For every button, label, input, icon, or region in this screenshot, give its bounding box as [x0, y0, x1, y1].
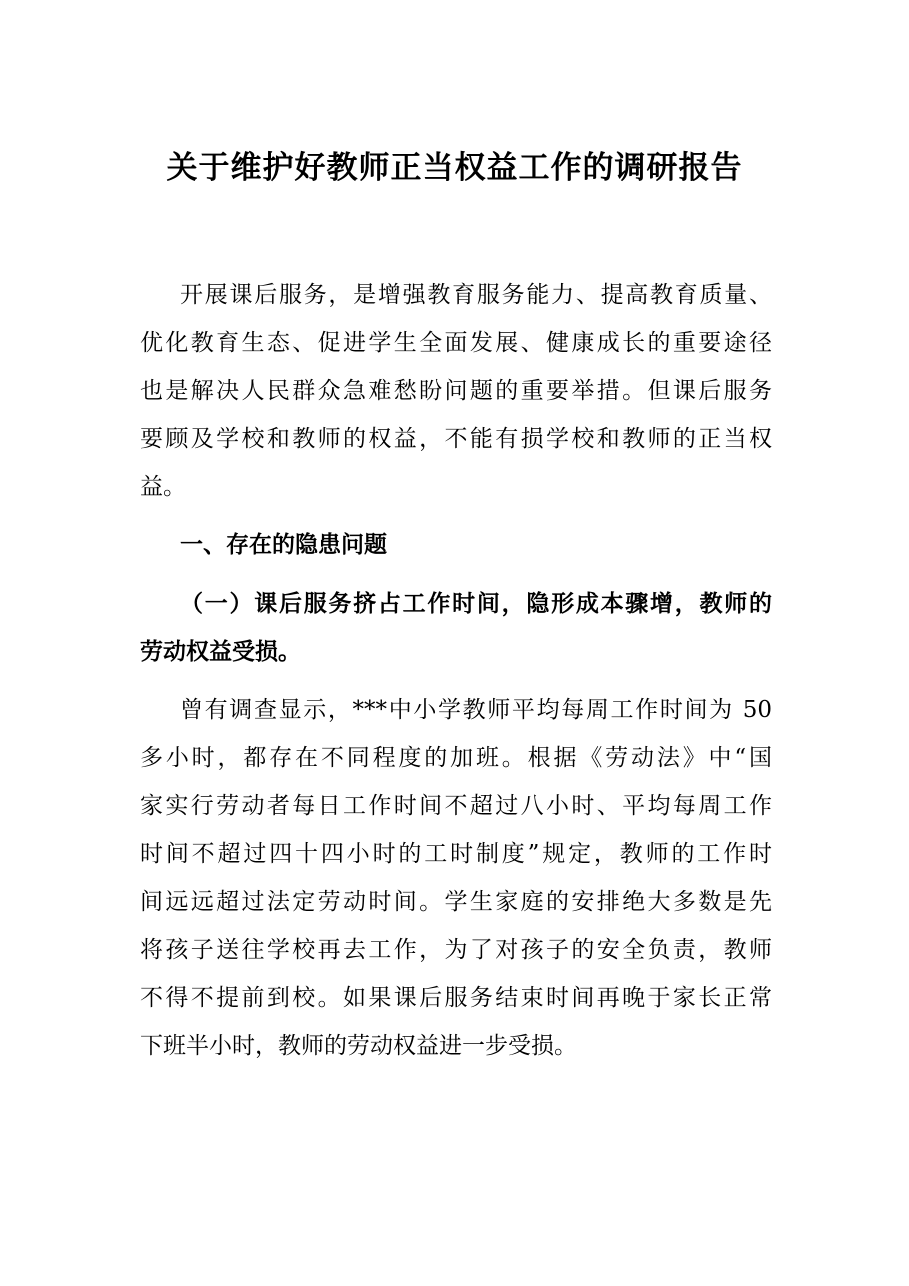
body-line-2: 多小时，都存在不同程度的加班。根据《劳动法》中“国	[140, 745, 772, 771]
body-line-5: 间远远超过法定劳动时间。学生家庭的安排绝大多数是先	[140, 889, 772, 915]
intro-line-1: 开展课后服务，是增强教育服务能力、提高教育质量、	[180, 282, 772, 308]
document-title: 关于维护好教师正当权益工作的调研报告	[166, 150, 743, 186]
intro-line-2: 优化教育生态、促进学生全面发展、健康成长的重要途径	[140, 330, 772, 356]
intro-line-5: 益。	[140, 474, 186, 500]
body-line-1: 曾有调查显示，***中小学教师平均每周工作时间为 50	[180, 697, 772, 723]
section-heading: 一、存在的隐患问题	[180, 532, 387, 558]
intro-line-4: 要顾及学校和教师的权益，不能有损学校和教师的正当权	[140, 426, 772, 452]
intro-line-3: 也是解决人民群众急难愁盼问题的重要举措。但课后服务	[140, 378, 772, 404]
body-line-6: 将孩子送往学校再去工作，为了对孩子的安全负责，教师	[140, 937, 772, 963]
subsection-heading-line-2: 劳动权益受损。	[140, 639, 301, 665]
body-line-8: 下班半小时，教师的劳动权益进一步受损。	[140, 1033, 577, 1059]
body-line-4: 时间不超过四十四小时的工时制度”规定，教师的工作时	[140, 841, 772, 867]
body-line-3: 家实行劳动者每日工作时间不超过八小时、平均每周工作	[140, 793, 772, 819]
body-line-7: 不得不提前到校。如果课后服务结束时间再晚于家长正常	[140, 985, 772, 1011]
subsection-heading-line-1: （一）课后服务挤占工作时间，隐形成本骤增，教师的	[180, 591, 772, 617]
